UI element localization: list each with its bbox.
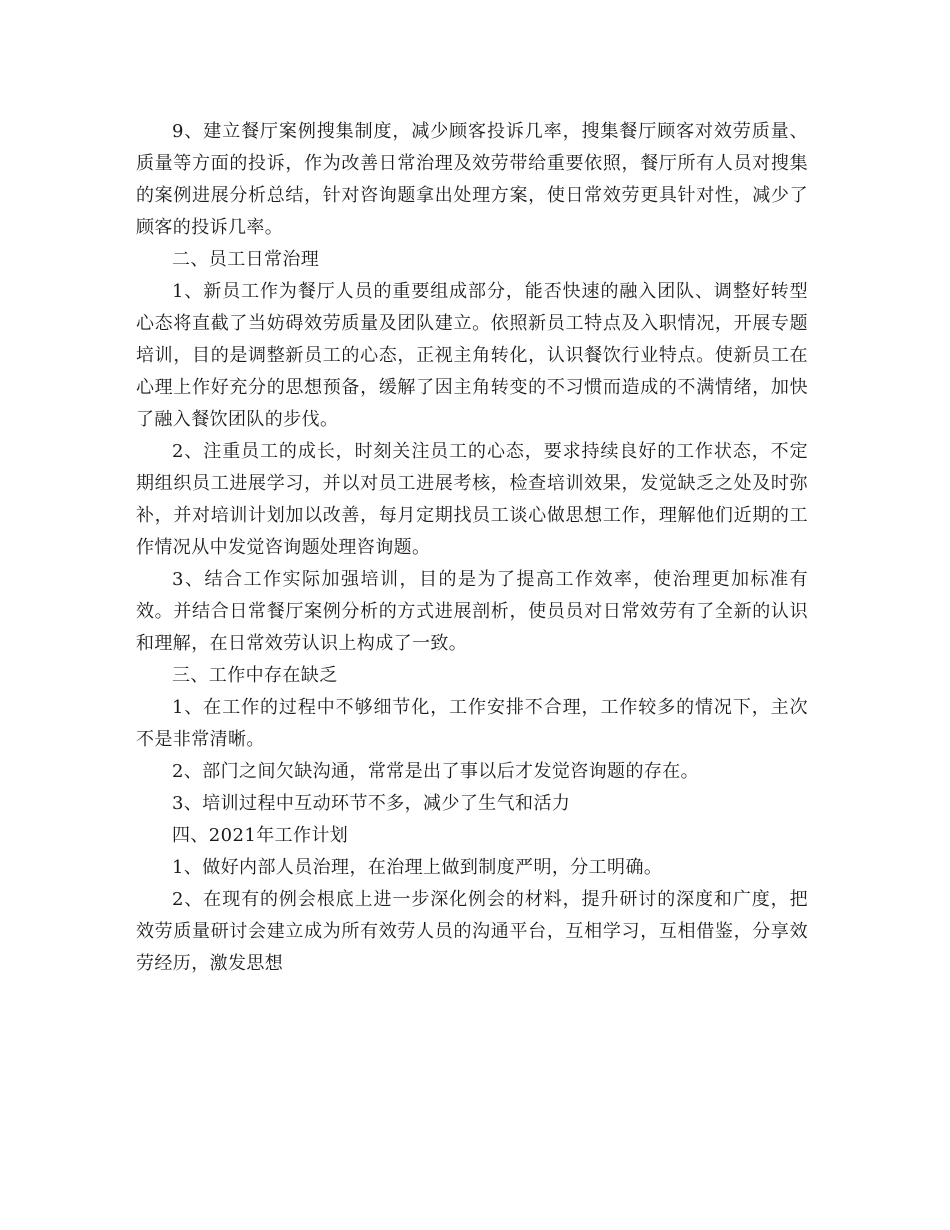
- section-heading-staff-management: 二、员工日常治理: [172, 249, 320, 270]
- paragraph-plan-1: 1、做好内部人员治理，在治理上做到制度严明，分工明确。: [172, 857, 663, 878]
- paragraph-plan-2: 2、在现有的例会根底上进一步深化例会的材料，提升研讨的深度和广度，把效劳质量研讨会建立成为所有效劳人员的沟通平台，互相学习，互相借鉴，分享效劳经历，激发思想: [136, 889, 808, 974]
- paragraph-new-staff: 1、新员工作为餐厅人员的重要组成部分，能否快速的融入团队、调整好转型心态将直截了当妨碍效劳质量及团队建立。依照新员工特点及入职情况，开展专题培训，目的是调整新员工的心态，正视主角转化，认识餐饮行业特点。使新员工在心理上作好充分的思想预备，缓解了因主角转变的不习惯而造成的不满情绪，加快了融入餐饮团队的步伐。: [136, 281, 808, 430]
- section-heading-shortcomings: 三、工作中存在缺乏: [172, 665, 338, 686]
- paragraph-shortcoming-3: 3、培训过程中互动环节不多，减少了生气和活力: [172, 793, 571, 814]
- paragraph-shortcoming-1: 1、在工作的过程中不够细节化，工作安排不合理，工作较多的情况下，主次不是非常清晰。: [136, 697, 808, 750]
- paragraph-case-collection: 9、建立餐厅案例搜集制度，减少顾客投诉几率，搜集餐厅顾客对效劳质量、质量等方面的投诉，作为改善日常治理及效劳带给重要依照，餐厅所有人员对搜集的案例进展分析总结，针对咨询题拿出处理方案，使日常效劳更具针对性，减少了顾客的投诉几率。: [136, 121, 808, 238]
- paragraph-shortcoming-2: 2、部门之间欠缺沟通，常常是出了事以后才发觉咨询题的存在。: [172, 761, 700, 782]
- paragraph-training: 3、结合工作实际加强培训，目的是为了提高工作效率，使治理更加标准有效。并结合日常餐厅案例分析的方式进展剖析，使员员对日常效劳有了全新的认识和理解，在日常效劳认识上构成了一致。: [136, 569, 808, 654]
- paragraph-staff-growth: 2、注重员工的成长，时刻关注员工的心态，要求持续良好的工作状态，不定期组织员工进展学习，并以对员工进展考核，检查培训效果，发觉缺乏之处及时弥补，并对培训计划加以改善，每月定期找员工谈心做思想工作，理解他们近期的工作情况从中发觉咨询题处理咨询题。: [136, 441, 808, 558]
- document-body: [136, 116, 808, 980]
- section-heading-work-plan: 四、2021年工作计划: [172, 825, 349, 846]
